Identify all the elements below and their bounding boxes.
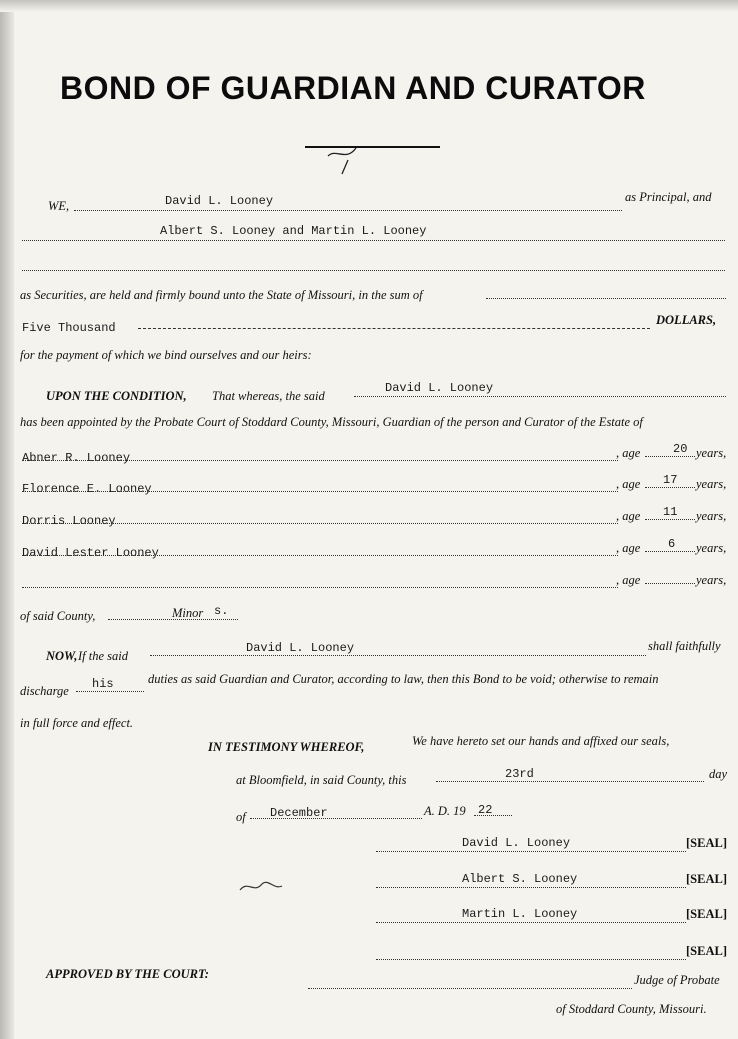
years-label: years, [696,477,727,491]
seal-label: [SEAL] [686,944,727,958]
condition-name: David L. Looney [385,381,494,395]
ward-age: 17 [663,473,678,487]
years-label: years, [696,446,727,460]
testimony-label: IN TESTIMONY WHEREOF, [208,740,365,754]
county-label: of said County, [20,609,96,623]
discharge-label: discharge [20,684,69,698]
page-top-shadow [0,0,738,12]
securities-line [22,240,725,241]
years-label: years, [696,541,727,555]
faithfully-label: shall faithfully [648,639,721,653]
blank-line [22,270,725,271]
appointed-text: has been appointed by the Probate Court of Stoddard County, Missouri, Guardian of the person and Curator of the Estate of [20,415,643,429]
signature-name: Martin L. Looney [462,907,578,921]
now-line [150,655,646,656]
sum-words: Five Thousand [22,321,116,335]
securities-text: as Securities, are held and firmly bound unto the State of Missouri, in the sum of [20,288,423,302]
ward-name: David Lester Looney [22,546,159,560]
ward-name: Florence E. Looney [22,482,152,496]
ward-name: Abner R. Looney [22,451,131,465]
condition-line [354,396,726,397]
ward-line [22,587,618,588]
condition-label: UPON THE CONDITION, [46,389,187,403]
payment-text: for the payment of which we bind ourselves and our heirs: [20,348,312,362]
years-label: years, [696,509,727,523]
age-label: , age [616,509,641,523]
of-label: of [236,810,246,824]
signature-name: David L. Looney [462,836,571,850]
age-label: , age [616,573,641,587]
seal-label: [SEAL] [686,836,727,850]
sum-dash-line [138,328,650,329]
minors-label: Minor [172,606,204,620]
ward-line [22,460,618,461]
year-value: 22 [478,803,493,817]
signature-line [376,959,686,960]
signature-line [376,922,686,923]
page-edge-shadow [0,0,14,1039]
ward-line [22,555,618,556]
securities-names: Albert S. Looney and Martin L. Looney [160,224,427,238]
seal-label: [SEAL] [686,872,727,886]
title-scribble-mark [322,138,372,178]
age-line [645,551,695,552]
age-line [645,583,695,584]
judge-line [308,988,632,989]
judge-label: Judge of Probate [634,973,720,987]
now-name: David L. Looney [246,641,355,655]
now-label: NOW, [46,649,78,663]
pronoun: his [92,677,114,691]
sum-line-end [486,298,726,299]
ward-line [22,491,618,492]
testimony-text: We have hereto set our hands and affixed our seals, [412,734,670,748]
day-label: day [709,767,728,781]
force-text: in full force and effect. [20,716,134,730]
signature-line [376,887,686,888]
day-value: 23rd [505,767,534,781]
approved-label: APPROVED BY THE COURT: [46,967,209,981]
margin-scribble-mark [236,876,286,898]
we-label: WE, [48,199,70,213]
condition-text: That whereas, the said [212,389,325,403]
principal-name: David L. Looney [165,194,274,208]
ward-age: 11 [663,505,678,519]
month-value: December [270,806,328,820]
ad-label: A. D. 19 [424,804,466,818]
age-label: , age [616,477,641,491]
ward-age: 20 [673,442,688,456]
years-label: years, [696,573,727,587]
dollars-label: DOLLARS, [656,313,717,327]
age-line [645,519,695,520]
document-title: BOND OF GUARDIAN AND CURATOR [60,70,646,106]
signature-name: Albert S. Looney [462,872,578,886]
age-label: , age [616,446,641,460]
principal-label: as Principal, and [625,190,712,204]
ward-line [22,523,618,524]
year-line [474,815,512,816]
pronoun-line [76,691,144,692]
age-line [645,456,695,457]
age-label: , age [616,541,641,555]
age-line [645,487,695,488]
now-text: If the said [78,649,128,663]
at-text: at Bloomfield, in said County, this [236,773,407,787]
ward-age: 6 [668,537,676,551]
seal-label: [SEAL] [686,907,727,921]
day-line [436,781,704,782]
ward-name: Dorris Looney [22,514,116,528]
duties-text: duties as said Guardian and Curator, according to law, then this Bond to be void; otherwise to remain [148,672,659,686]
county-footer: of Stoddard County, Missouri. [556,1002,707,1016]
principal-line [74,210,622,211]
minors-suffix: s. [214,604,229,618]
signature-line [376,851,686,852]
